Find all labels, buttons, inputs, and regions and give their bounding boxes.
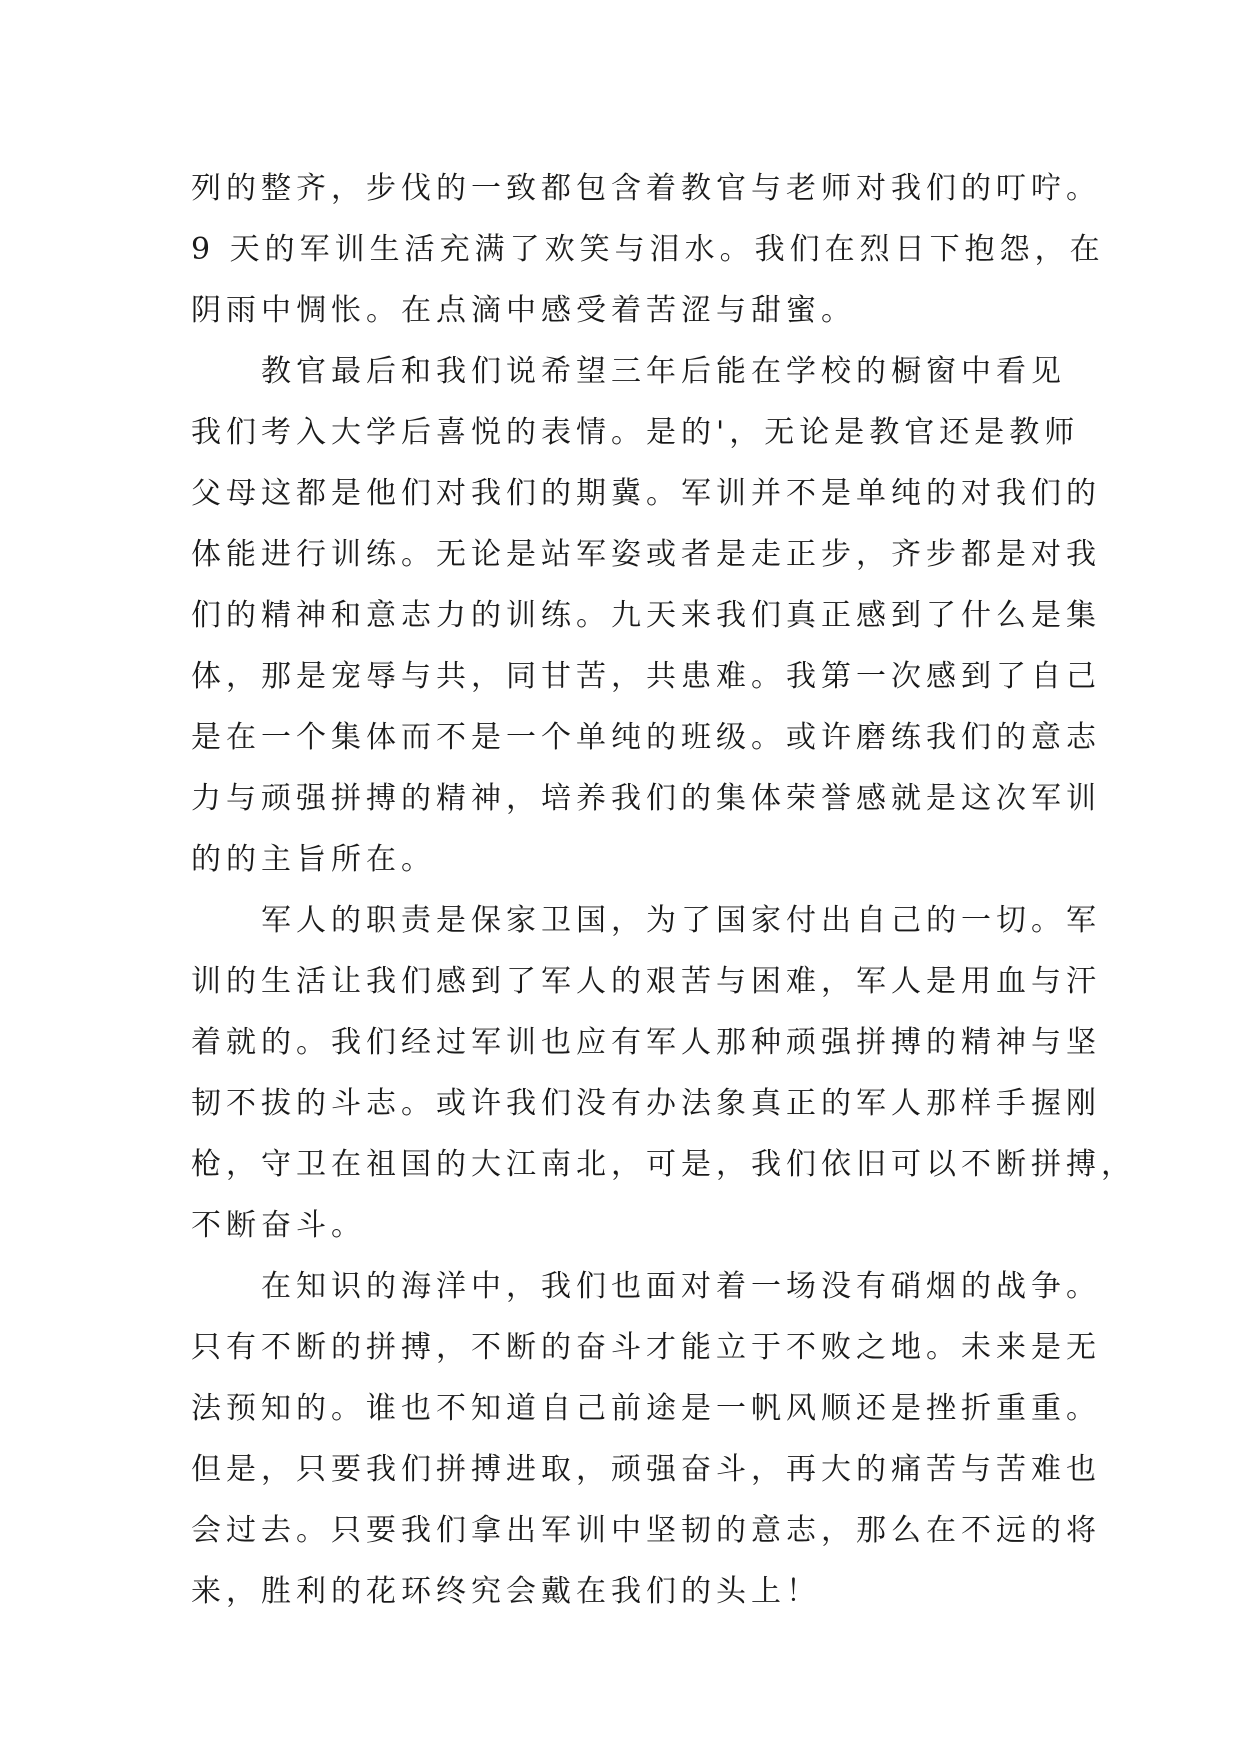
- text-line-8: 们的精神和意志力的训练。九天来我们真正感到了什么是集: [191, 598, 1101, 633]
- text-line-14: 训的生活让我们感到了军人的艰苦与困难，军人是用血与汗: [191, 964, 1101, 999]
- text-line-9: 体，那是宠辱与共，同甘苦，共患难。我第一次感到了自己: [191, 659, 1101, 694]
- text-line-13: 军人的职责是保家卫国，为了国家付出自己的一切。军: [191, 903, 1101, 938]
- text-line-1: 列的整齐，步伐的一致都包含着教官与老师对我们的叮咛。: [191, 171, 1101, 206]
- text-line-2: 9 天的军训生活充满了欢笑与泪水。我们在烈日下抱怨，在: [191, 232, 1105, 267]
- text-line-23: 会过去。只要我们拿出军训中坚韧的意志，那么在不远的将: [191, 1513, 1101, 1548]
- text-line-18: 不断奋斗。: [191, 1208, 366, 1243]
- text-line-21: 法预知的。谁也不知道自己前途是一帆风顺还是挫折重重。: [191, 1391, 1101, 1426]
- text-line-15: 着就的。我们经过军训也应有军人那种顽强拼搏的精神与坚: [191, 1025, 1101, 1060]
- text-line-5: 我们考入大学后喜悦的表情。是的'，无论是教官还是教师: [191, 415, 1080, 450]
- text-line-24: 来，胜利的花环终究会戴在我们的头上！: [191, 1574, 821, 1609]
- document-body: [191, 158, 1136, 1622]
- text-line-10: 是在一个集体而不是一个单纯的班级。或许磨练我们的意志: [191, 720, 1101, 755]
- text-line-4: 教官最后和我们说希望三年后能在学校的橱窗中看见: [191, 354, 1066, 389]
- text-line-16: 韧不拔的斗志。或许我们没有办法象真正的军人那样手握刚: [191, 1086, 1101, 1121]
- text-line-12: 的的主旨所在。: [191, 842, 436, 877]
- text-line-22: 但是，只要我们拼搏进取，顽强奋斗，再大的痛苦与苦难也: [191, 1452, 1101, 1487]
- text-line-19: 在知识的海洋中，我们也面对着一场没有硝烟的战争。: [191, 1269, 1101, 1304]
- text-line-3: 阴雨中惆怅。在点滴中感受着苦涩与甜蜜。: [191, 293, 856, 328]
- text-line-20: 只有不断的拼搏，不断的奋斗才能立于不败之地。未来是无: [191, 1330, 1101, 1365]
- text-line-11: 力与顽强拼搏的精神，培养我们的集体荣誉感就是这次军训: [191, 781, 1101, 816]
- text-line-17: 枪，守卫在祖国的大江南北，可是，我们依旧可以不断拼搏，: [191, 1147, 1136, 1182]
- text-line-6: 父母这都是他们对我们的期冀。军训并不是单纯的对我们的: [191, 476, 1101, 511]
- text-line-7: 体能进行训练。无论是站军姿或者是走正步，齐步都是对我: [191, 537, 1101, 572]
